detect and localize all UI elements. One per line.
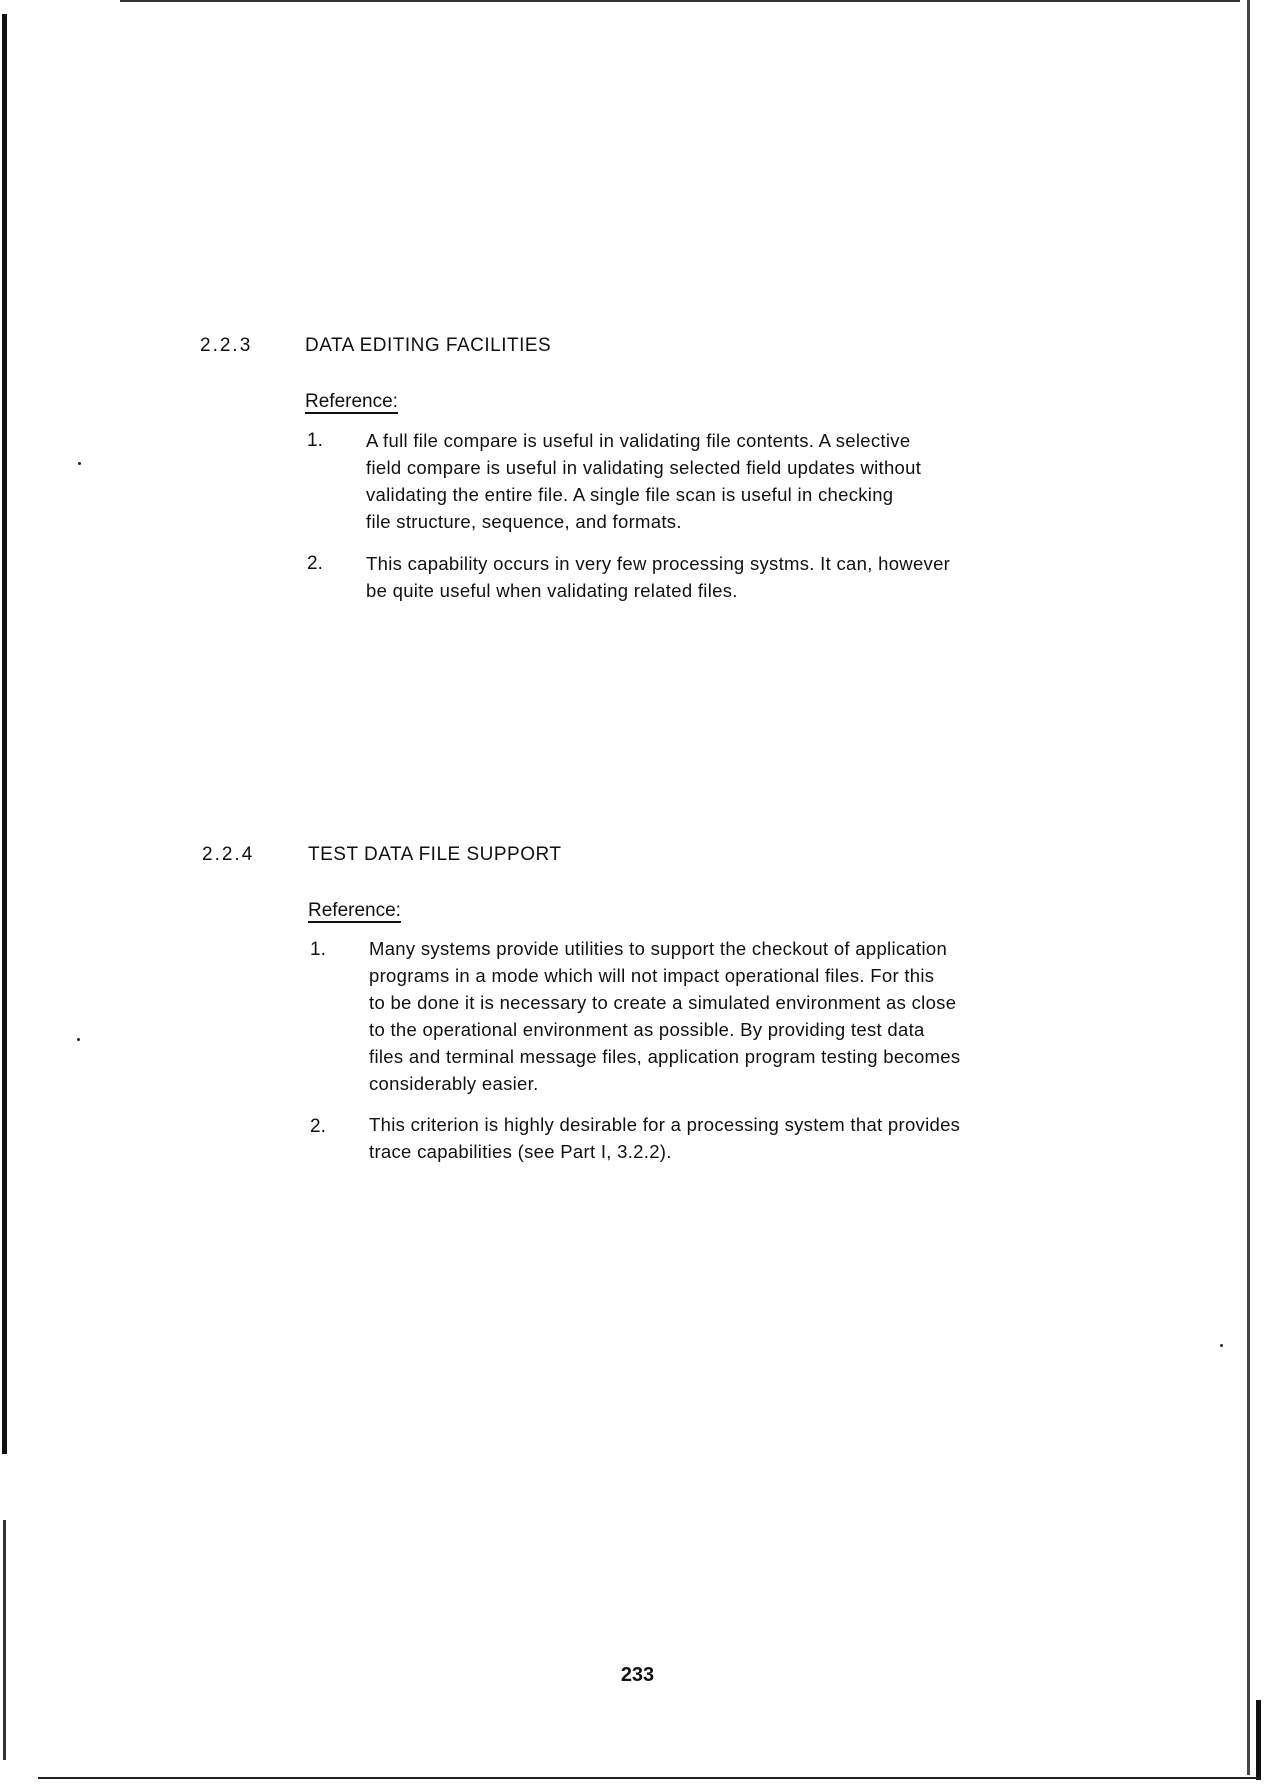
scan-edge-left (2, 14, 7, 1454)
list-item-number: 2. (310, 1116, 326, 1137)
list-item-number: 2. (307, 553, 323, 574)
scan-speck (1220, 1344, 1223, 1347)
list-item-text: This capability occurs in very few processing systms. It can, however be quite useful when validating related files. (366, 553, 951, 601)
list-item-text: This criterion is highly desirable for a processing system that provides trace capabilities (see Part I, 3.2.2). (369, 1114, 961, 1162)
reference-label: Reference: (305, 391, 398, 412)
section-title: TEST DATA FILE SUPPORT (308, 844, 562, 865)
list-item-number: 1. (307, 430, 323, 451)
list-item-number: 1. (310, 939, 326, 960)
scan-speck (78, 462, 81, 465)
reference-label: Reference: (308, 900, 401, 921)
scan-edge-bottom (38, 1777, 1260, 1779)
list-item-text: A full file compare is useful in validating file contents. A selective field compare is useful in validating selected field updates without validating the entire file. A single file scan is useful in checking file structure, sequence, and formats. (366, 430, 922, 532)
section-number: 2.2.4 (202, 844, 255, 865)
section-number: 2.2.3 (200, 335, 253, 356)
list-item-text: Many systems provide utilities to support the checkout of application programs in a mode which will not impact operational files. For this to be done it is necessary to create a simulated environment as close to the operational environment as possible. By providing test data files and terminal message files, application program testing becomes considerably easier. (369, 938, 961, 1094)
section-title: DATA EDITING FACILITIES (305, 335, 552, 356)
page-number: 233 (620, 1664, 655, 1686)
scan-edge-right (1247, 0, 1250, 1775)
scan-edge-left-lower (3, 1520, 6, 1760)
scan-edge-right-mark (1256, 1700, 1261, 1780)
scan-edge-top (120, 0, 1240, 2)
scan-speck (77, 1038, 80, 1041)
